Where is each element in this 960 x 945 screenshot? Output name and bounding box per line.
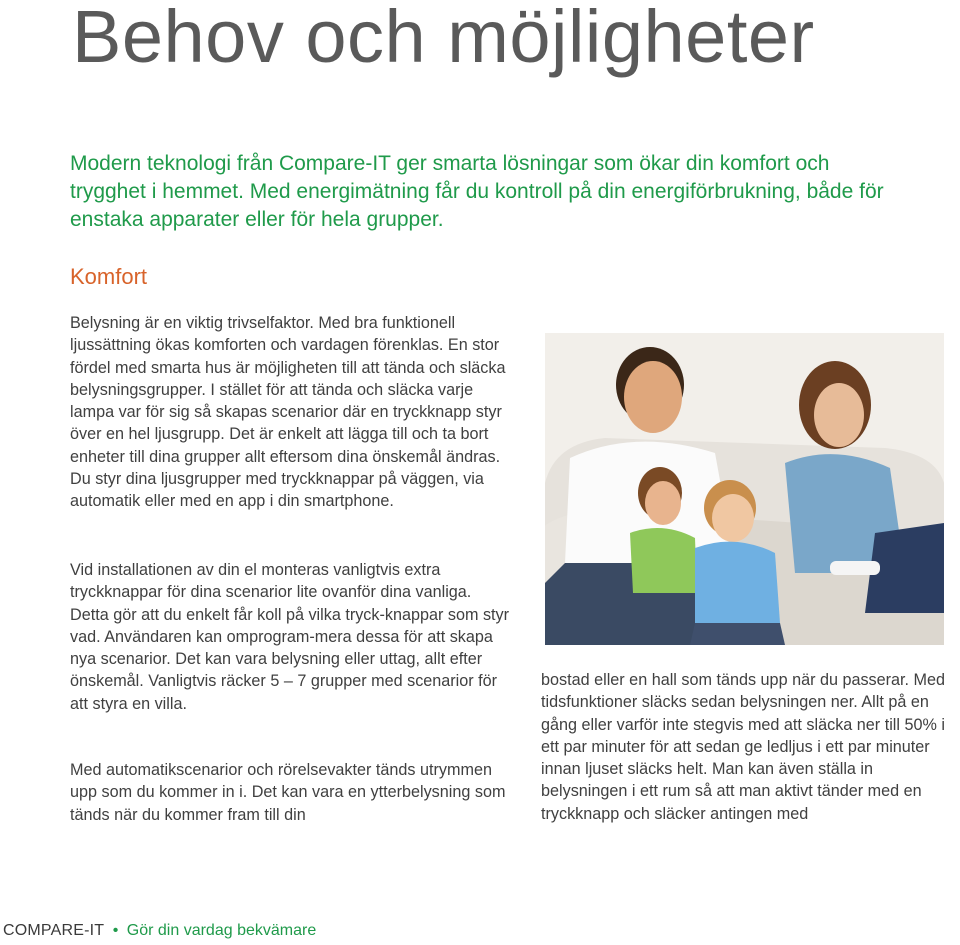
footer-bullet: •: [112, 922, 119, 939]
footer-brand: COMPARE-IT: [3, 922, 105, 939]
paragraph-lighting: Belysning är en viktig trivselfaktor. Med bra funktionell ljussättning ökas komforten och vardagen förenklas. En stor fördel med smarta hus är möjligheten till att tända och släcka belysningsgrupper. I stället för att tända och släcka varje lampa var för sig så skapas scenarior där en tryckknapp styr över en hel ljusgrupp. Det är enkelt att lägga till och ta bort enheter till dina grupper allt eftersom dina önskemål ändras. Du styr dina ljusgrupper med tryckknappar på väggen, via automatik eller med en app i din smartphone.: [70, 314, 506, 511]
footer-tagline: Gör din vardag bekvämare: [126, 922, 317, 939]
body-column-right: [541, 669, 960, 825]
section-heading-komfort: Komfort: [70, 264, 148, 289]
page-title: Behov och möjligheter: [72, 0, 815, 78]
paragraph-installation: Vid installationen av din el monteras vanligtvis extra tryckknappar för dina scenarior lite ovanför dina vanliga. Detta gör att du enkelt får koll på vilka tryck-knappar som styr vad. Användaren kan omprogram-mera dessa för att skapa nya scenarior. Det kan vara belysning eller uttag, allt efter önskemål. Vanligtvis räcker 5 – 7 grupper med scenarior för att styra en villa.: [70, 561, 510, 713]
body-column-left-2: [70, 559, 510, 715]
body-column-left-3: [70, 759, 510, 826]
body-column-left-1: [70, 312, 510, 513]
page-footer: [3, 922, 316, 940]
family-photo: [545, 333, 944, 645]
intro-text: Modern teknologi från Compare-IT ger smarta lösningar som ökar din komfort och trygghet i hemmet. Med energimätning får du kontroll på din energiförbrukning, både för enstaka apparater eller för hela grupper.: [70, 152, 884, 231]
paragraph-continued: bostad eller en hall som tänds upp när du passerar. Med tidsfunktioner släcks sedan belysningen ner. Allt på en gång eller varför inte stegvis med att släcka ner till 50% i ett par minuter för att sedan ge ledljus i ett par minuter innan ljuset släcks helt. Man kan även ställa in belysningen i ett rum så att man aktivt tänder med en tryckknapp och släcker antingen med: [541, 671, 946, 823]
family-photo-illustration: [545, 333, 944, 645]
paragraph-automation: Med automatikscenarior och rörelsevakter tänds utrymmen upp som du kommer in i. Det kan vara en ytterbelysning som tänds när du kommer fram till din: [70, 761, 506, 824]
